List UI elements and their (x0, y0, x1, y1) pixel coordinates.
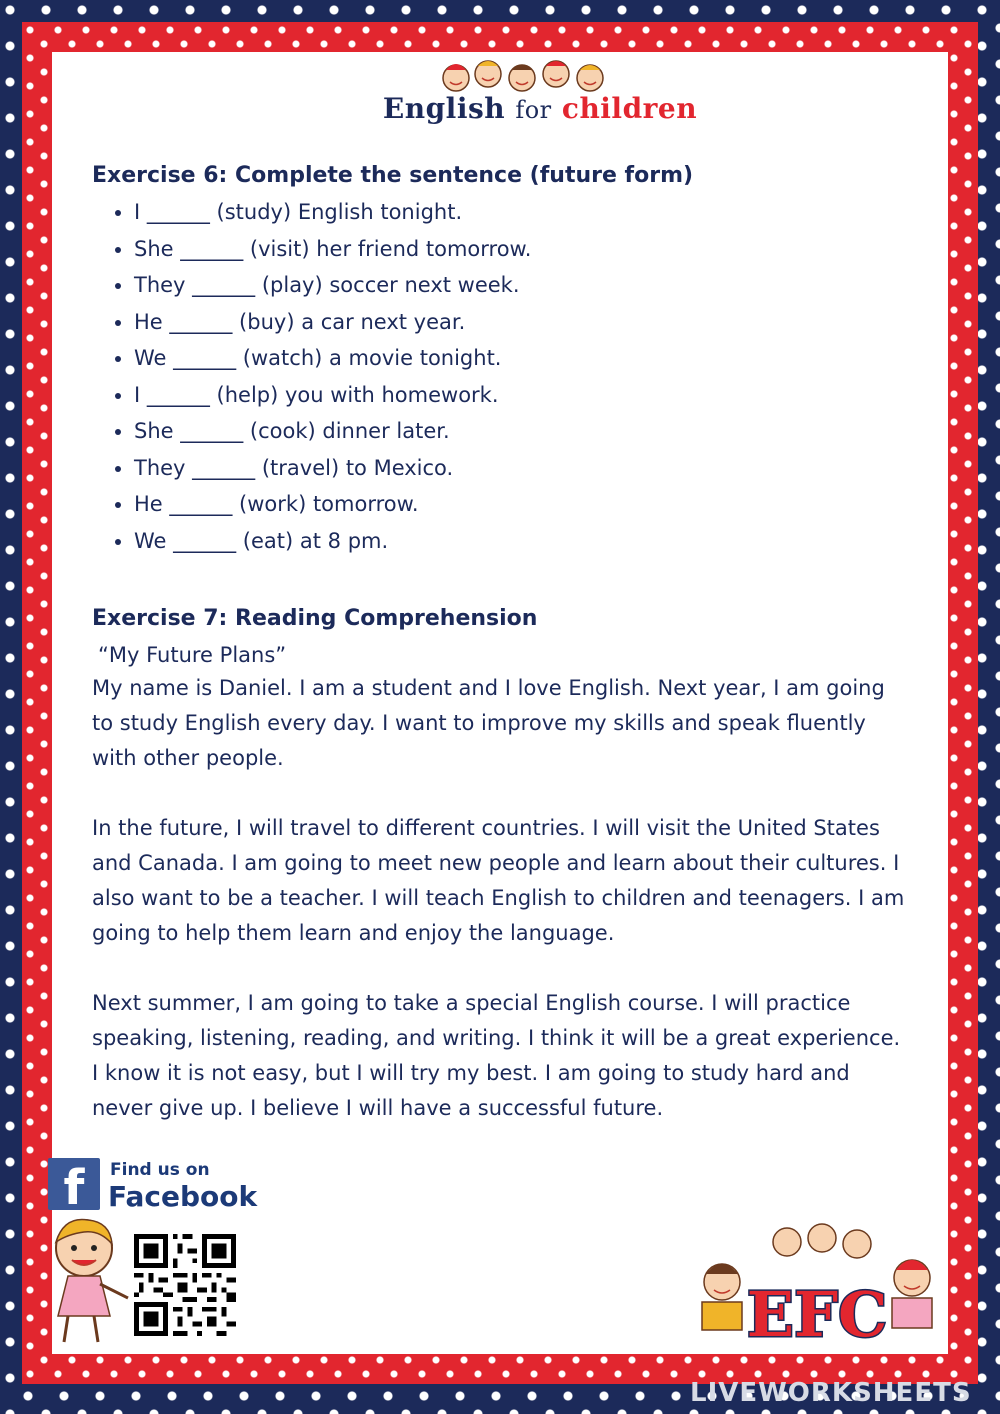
list-item: • We ______ (watch) a movie tonight. (134, 340, 912, 377)
brand-word-english: English (382, 92, 506, 125)
list-item: • He ______ (work) tomorrow. (134, 486, 912, 523)
girl-illustration-icon (44, 1212, 144, 1352)
story-paragraph: Next summer, I am going to take a special English course. I will practice speaking, listening, reading, and writing. I think it will be a great experience. I know it is not easy, but I will try my best. I am going to study hard and never give up. I believe I will have a successful future. (92, 991, 901, 1120)
list-item: • I ______ (study) English tonight. (134, 194, 912, 231)
list-item: • He ______ (buy) a car next year. (134, 304, 912, 341)
spacer (92, 559, 912, 603)
worksheet-content (92, 160, 912, 1126)
brand-word-for: for (515, 96, 552, 124)
list-item: • She ______ (cook) dinner later. (134, 413, 912, 450)
story-paragraph: My name is Daniel. I am a student and I love English. Next year, I am going to study English every day. I want to improve my skills and speak fluently with other people. (92, 676, 885, 770)
facebook-label: Facebook (108, 1180, 258, 1213)
facebook-logo-icon: f (48, 1158, 100, 1210)
watermark: LIVEWORKSHEETS (690, 1378, 972, 1408)
story-paragraph: In the future, I will travel to different countries. I will visit the United States and Canada. I am going to meet new people and learn about their cultures. I also want to be a teacher. I will teach English to children and teenagers. I am going to help them learn and enjoy the language. (92, 816, 905, 945)
efc-letters: EFC (746, 1278, 888, 1348)
list-item: • She ______ (visit) her friend tomorrow. (134, 231, 912, 268)
list-item: • I ______ (help) you with homework. (134, 377, 912, 414)
brand-title (370, 92, 710, 125)
list-item: • We ______ (eat) at 8 pm. (134, 523, 912, 560)
exercise7-title: Exercise 7: Reading Comprehension (92, 606, 538, 631)
facebook-badge[interactable] (52, 1158, 272, 1218)
list-item: • They ______ (play) soccer next week. (134, 267, 912, 304)
header (52, 52, 948, 152)
brand-word-children: children (561, 92, 698, 125)
spacer (92, 776, 912, 811)
exercise6-list (92, 194, 912, 559)
list-item: • They ______ (travel) to Mexico. (134, 450, 912, 487)
story-title: “My Future Plans” (98, 643, 287, 667)
facebook-caption: Find us on (110, 1160, 210, 1180)
exercise6-title: Exercise 6: Complete the sentence (future form) (92, 163, 694, 188)
qr-code-icon[interactable] (134, 1234, 236, 1336)
worksheet-page (52, 52, 948, 1354)
efc-logo-icon (692, 1218, 942, 1348)
spacer (92, 951, 912, 986)
